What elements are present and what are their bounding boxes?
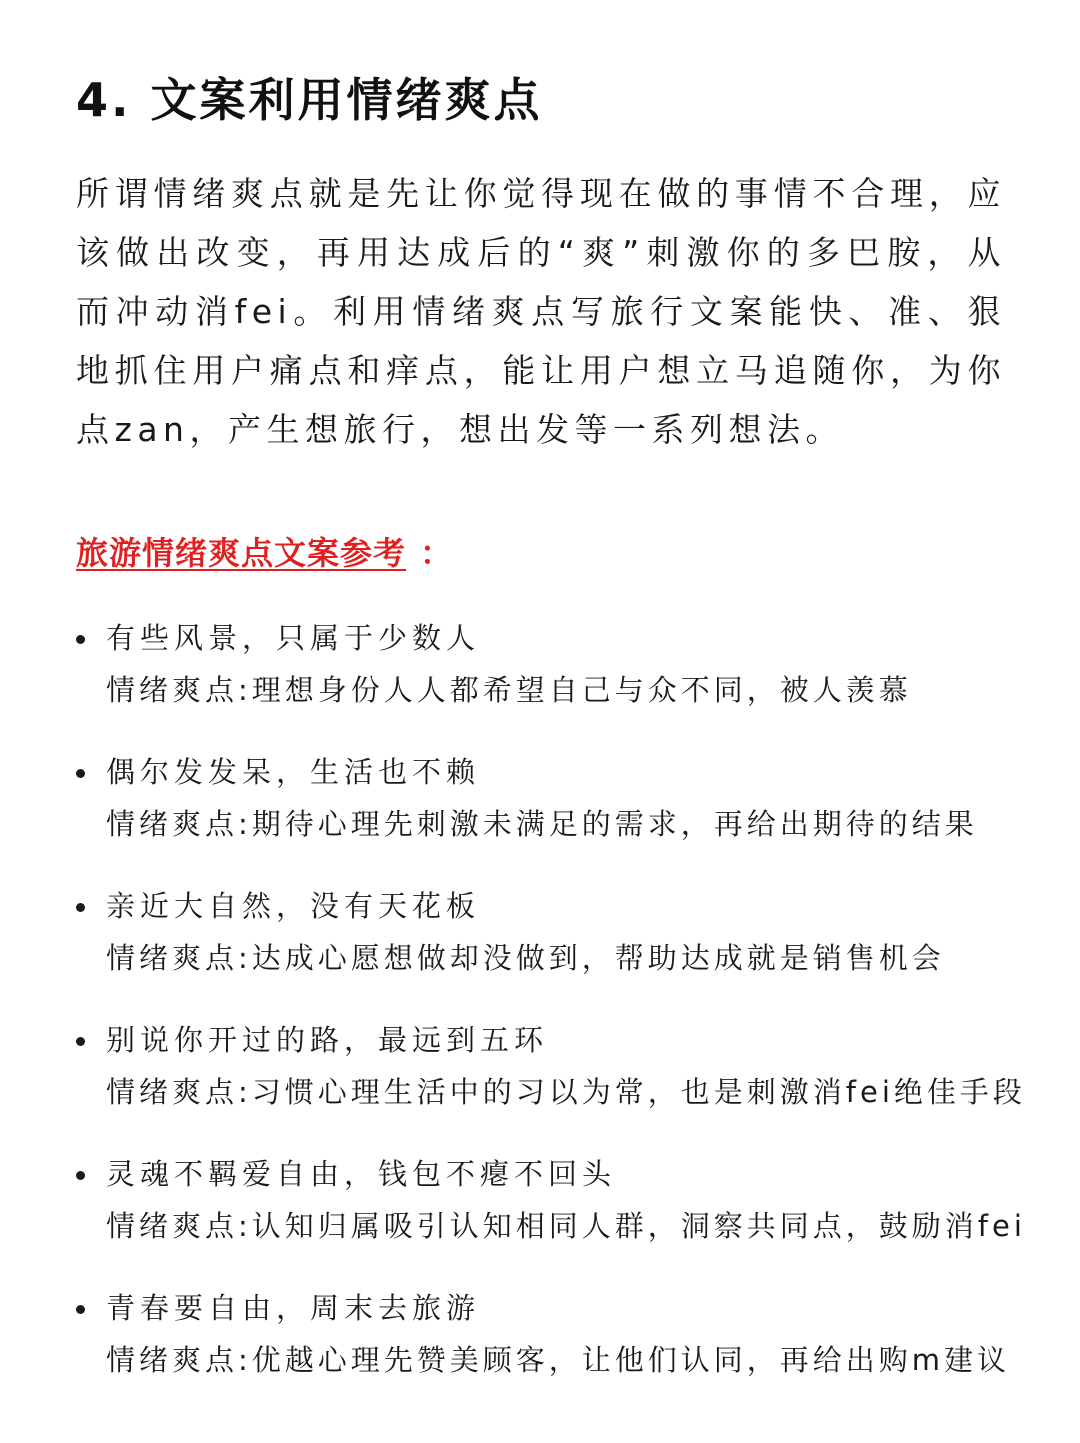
item-title: 亲近大自然，没有天花板 — [106, 889, 481, 923]
bullet-icon — [76, 903, 85, 912]
item-description: 情绪爽点:达成心愿想做却没做到，帮助达成就是销售机会 — [106, 941, 945, 975]
list-item — [76, 1016, 1036, 1150]
item-description: 情绪爽点:理想身份人人都希望自己与众不同，被人羡慕 — [106, 673, 912, 707]
list-item — [76, 882, 1036, 1016]
bullet-icon — [76, 1037, 85, 1046]
bullet-icon — [76, 769, 85, 778]
section-subheading — [76, 528, 453, 574]
item-title: 别说你开过的路，最远到五环 — [106, 1023, 549, 1057]
bullet-icon — [76, 1171, 85, 1180]
bullet-icon — [76, 1305, 85, 1314]
list-item — [76, 614, 1036, 748]
item-description: 情绪爽点:期待心理先刺激未满足的需求，再给出期待的结果 — [106, 807, 978, 841]
item-title: 灵魂不羁爱自由，钱包不瘪不回头 — [106, 1157, 617, 1191]
copywriting-list — [76, 614, 1036, 1418]
subheading-colon: ： — [420, 534, 454, 572]
item-title: 青春要自由，周末去旅游 — [106, 1291, 481, 1325]
item-title: 有些风景，只属于少数人 — [106, 621, 481, 655]
bullet-icon — [76, 635, 85, 644]
list-item — [76, 1150, 1036, 1284]
intro-paragraph: 所谓情绪爽点就是先让你觉得现在做的事情不合理，应该做出改变，再用达成后的“爽”刺激你的多巴胺，从而冲动消fei。利用情绪爽点写旅行文案能快、准、狠地抓住用户痛点和痒点，能让用户想立马追随你，为你点zan，产生想旅行，想出发等一系列想法。 — [76, 174, 1006, 449]
item-title: 偶尔发发呆，生活也不赖 — [106, 755, 481, 789]
item-description: 情绪爽点:优越心理先赞美顾客，让他们认同，再给出购m建议 — [106, 1343, 1011, 1377]
subheading-text: 旅游情绪爽点文案参考 — [76, 534, 407, 572]
page-title: 4. 文案利用情绪爽点 — [76, 73, 543, 127]
item-description: 情绪爽点:认知归属吸引认知相同人群，洞察共同点，鼓励消fei — [106, 1209, 1026, 1243]
item-description: 情绪爽点:习惯心理生活中的习以为常，也是刺激消fei绝佳手段 — [106, 1075, 1026, 1109]
list-item — [76, 748, 1036, 882]
list-item — [76, 1284, 1036, 1418]
